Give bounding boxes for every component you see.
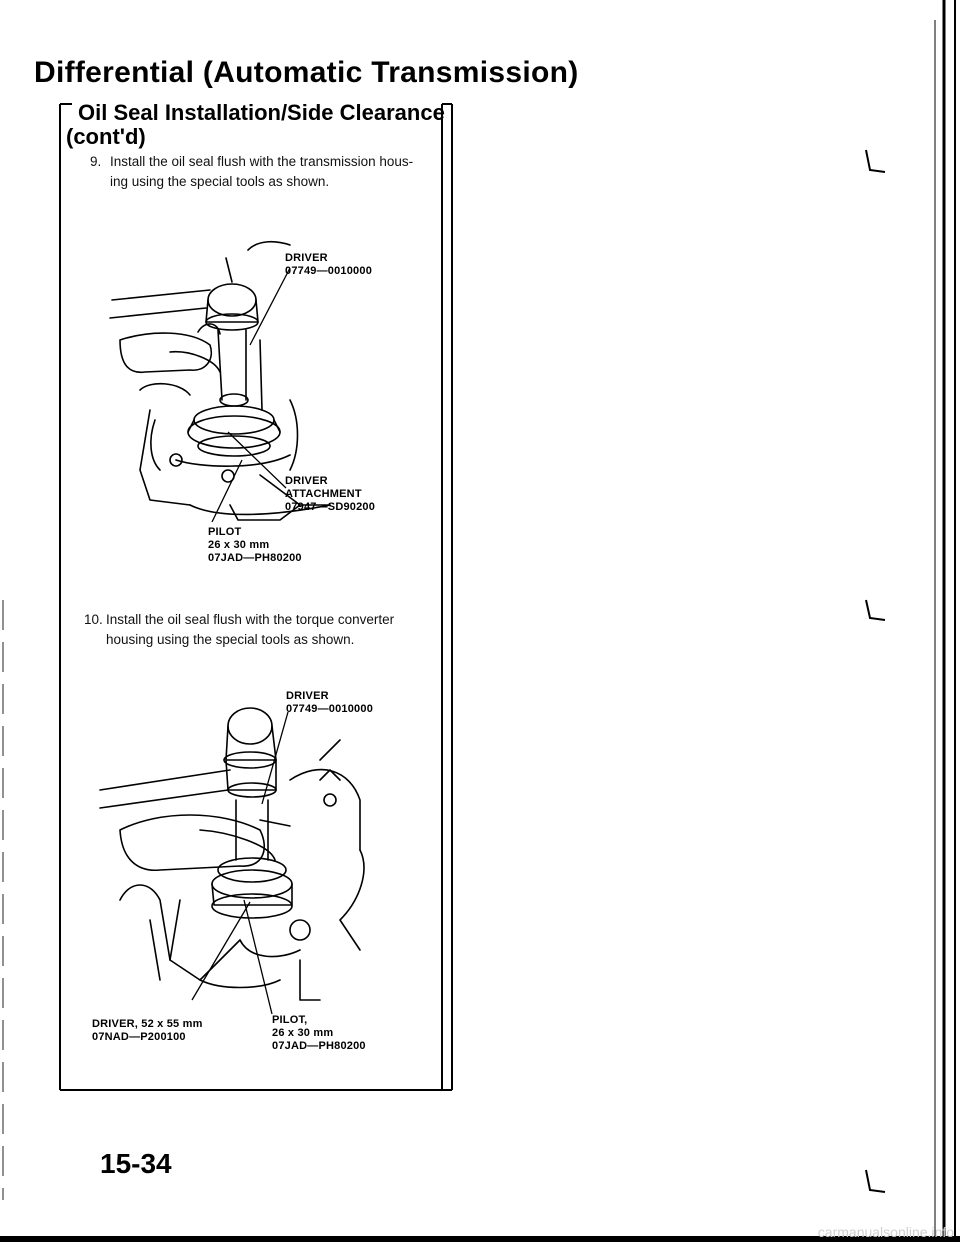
driver-52-name: DRIVER, 52 x 55 mm: [92, 1018, 203, 1030]
driver-name: DRIVER: [286, 690, 329, 702]
attachment-part-number: 07947—SD90200: [285, 501, 376, 513]
driver-name: DRIVER: [285, 252, 328, 264]
pilot-size: 26 x 30 mm: [208, 539, 270, 551]
section-title: Oil Seal Installation/Side Clearance: [78, 100, 445, 125]
driver-part-number: 07749—0010000: [285, 265, 373, 277]
section-title-cont: (cont'd): [66, 124, 146, 149]
step-number: 10.: [84, 612, 103, 627]
attachment-name-2: ATTACHMENT: [285, 488, 362, 500]
step-text-line2: ing using the special tools as shown.: [110, 174, 330, 189]
driver-part-number: 07749—0010000: [286, 703, 374, 715]
pilot-name: PILOT: [208, 526, 242, 538]
pilot-name: PILOT,: [272, 1014, 308, 1026]
pilot-size: 26 x 30 mm: [272, 1027, 334, 1039]
attachment-name-1: DRIVER: [285, 475, 328, 487]
page-number: 15-34: [100, 1148, 172, 1179]
pilot-part-number: 07JAD—PH80200: [272, 1040, 366, 1052]
driver-52-label: [92, 1018, 203, 1044]
step-text-line2: housing using the special tools as shown.: [106, 632, 355, 647]
step-number: 9.: [90, 154, 102, 169]
page-title: Differential (Automatic Transmission): [34, 56, 579, 89]
step-text-line1: Install the oil seal flush with the torque converter: [106, 612, 395, 627]
pilot-part-number: 07JAD—PH80200: [208, 552, 302, 564]
driver-52-part-number: 07NAD—P200100: [92, 1031, 186, 1043]
watermark: carmanualsonline.info: [817, 1224, 954, 1240]
pilot-label-2: [272, 1014, 366, 1053]
driver-label-2: [286, 690, 373, 716]
step-text-line1: Install the oil seal flush with the transmission hous-: [110, 154, 414, 169]
